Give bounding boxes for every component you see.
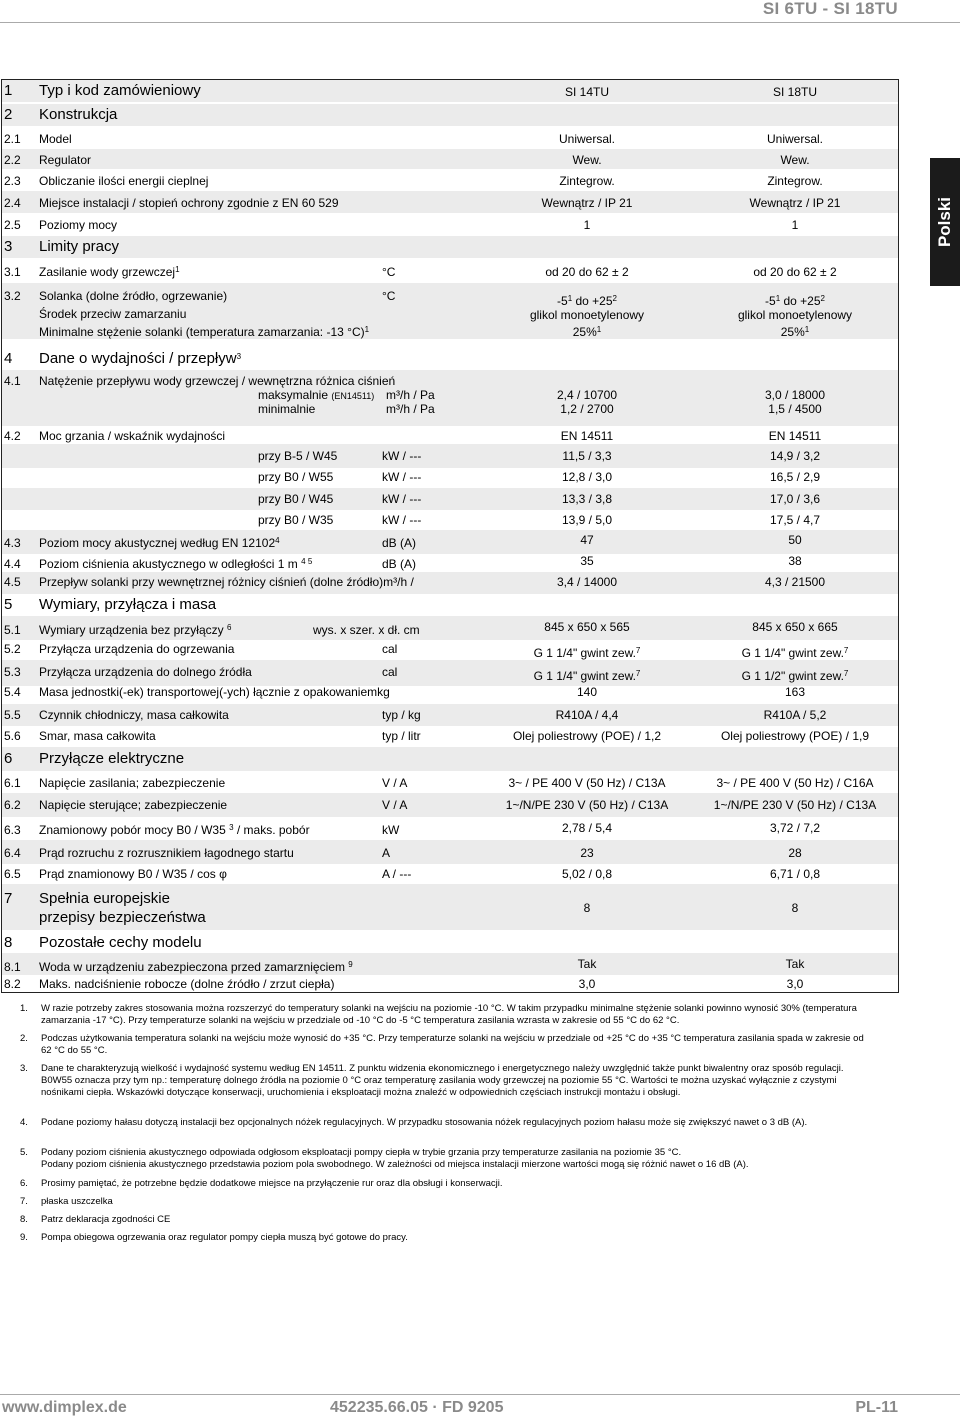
row-unit: A / ---	[382, 867, 412, 881]
model-2-value: Zintegrow.	[767, 174, 823, 188]
row-unit: V / A	[382, 776, 408, 790]
model-2-value: Olej poliestrowy (POE) / 1,9	[720, 729, 870, 743]
row-number: 2.5	[4, 218, 21, 232]
section-number: 2	[4, 106, 13, 123]
operating-point-label: przy B-5 / W45	[258, 449, 338, 463]
model-2-value-min: 1,5 / 4500	[768, 402, 822, 416]
model-1-value: 2,78 / 5,4	[561, 821, 613, 835]
model-2-value: Wewnątrz / IP 21	[749, 196, 841, 210]
row-label: Miejsce instalacji / stopień ochrony zgodnie z EN 60 529	[39, 196, 339, 210]
section-number: 8	[4, 934, 13, 951]
row-label: Zasilanie wody grzewczej$^1$	[39, 265, 180, 279]
page-header	[0, 0, 960, 22]
row-label: Moc grzania / wskaźnik wydajności	[39, 429, 226, 443]
operating-point-label: przy B0 / W45	[258, 492, 334, 506]
section-title: Spełnia europejskie	[39, 890, 170, 907]
model-1-value: 23	[580, 846, 594, 860]
row-number: 4.1	[4, 374, 21, 388]
row-unit: dB (A)	[382, 557, 417, 571]
section-title: Przyłącze elektryczne	[39, 750, 185, 767]
model-2-value: 3,0	[786, 977, 804, 991]
model-2-value: 38	[788, 554, 802, 568]
row-number: 4.2	[4, 429, 21, 443]
row-label-tertiary: Minimalne stężenie solanki (temperatura zamarzania: -13 °C)$^1$	[39, 325, 370, 339]
model-1-value: 35	[580, 554, 594, 568]
language-tab	[930, 158, 960, 286]
row-number: 5.3	[4, 665, 21, 679]
section-number: 7	[4, 890, 13, 907]
section-number: 4	[4, 350, 13, 367]
model-2-value: 163	[784, 685, 806, 699]
row-label-secondary: Środek przeciw zamarzaniu	[39, 307, 187, 321]
row-label: Prąd rozruchu z rozrusznikiem łagodnego startu	[39, 846, 294, 860]
row-label: Natężenie przepływu wody grzewczej / wewnętrzna różnica ciśnień	[39, 374, 396, 388]
row-number: 5.6	[4, 729, 21, 743]
row-unit: dB (A)	[382, 536, 417, 550]
model-2-value: 17,5 / 4,7	[769, 513, 821, 527]
model-2-value: 1	[791, 218, 799, 232]
row-label: Regulator	[39, 153, 92, 167]
model-2-value: 1~/N/PE 230 V (50 Hz) / C13A	[713, 798, 877, 812]
model-1-value: 11,5 / 3,3	[562, 449, 612, 463]
row-label: Napięcie sterujące; zabezpieczenie	[39, 798, 228, 812]
row-number: 2.2	[4, 153, 21, 167]
model-1-value: od 20 do 62 ± 2	[545, 265, 629, 279]
model-2-value: Uniwersal.	[766, 132, 823, 146]
model-1-value: Zintegrow.	[559, 174, 615, 188]
header-title: SI 6TU - SI 18TU	[762, 0, 898, 18]
row-number: 6.5	[4, 867, 21, 881]
row-label: Poziom ciśnienia akustycznego w odległości 1 m $^{4 5}$	[39, 557, 313, 571]
row-number: 3.2	[4, 289, 21, 303]
row-number: 5.1	[4, 623, 21, 637]
section-number: 1	[4, 82, 13, 99]
model-1-value: 3,0	[578, 977, 596, 991]
section-title: Konstrukcja	[39, 106, 118, 123]
row-unit: cal	[382, 642, 398, 656]
model-1-value-concentration: 25%$^1$	[572, 325, 602, 339]
row-number: 8.1	[4, 960, 21, 974]
model-1-value: 3,4 / 14000	[556, 575, 618, 589]
model-2-value: 3~ / PE 400 V (50 Hz) / C16A	[716, 776, 874, 790]
row-label: Maks. nadciśnienie robocze (dolne źródło / zrzut ciepła)	[39, 977, 335, 991]
row-number: 2.4	[4, 196, 21, 210]
operating-point-label: przy B0 / W55	[258, 470, 334, 484]
model-2-value: od 20 do 62 ± 2	[753, 265, 837, 279]
section-band	[2, 236, 898, 258]
row-number: 2.3	[4, 174, 21, 188]
model-1-value: EN 14511	[560, 429, 614, 443]
model-2-value: 845 x 650 x 665	[752, 620, 838, 634]
row-label: Solanka (dolne źródło, ogrzewanie)	[39, 289, 228, 303]
footer-document-number: 452235.66.05 · FD 9205	[330, 1399, 504, 1416]
model-2-value: 4,3 / 21500	[764, 575, 826, 589]
model-1-value: Uniwersal.	[558, 132, 615, 146]
model-2-value: $-5^1$ do $+25^2$	[765, 294, 825, 308]
row-label: Obliczanie ilości energii cieplnej	[39, 174, 209, 188]
row-number: 6.1	[4, 776, 21, 790]
model-2-value: 17,0 / 3,6	[769, 492, 821, 506]
row-label: Model	[39, 132, 72, 146]
row-number: 6.2	[4, 798, 21, 812]
model-2-value: R410A / 5,2	[763, 708, 827, 722]
row-unit: typ / litr	[382, 729, 421, 743]
model-2-value-medium: glikol monoetylenowy	[737, 308, 853, 322]
model-1-value: 12,8 / 3,0	[561, 470, 613, 484]
model-2-value: Wew.	[780, 153, 810, 167]
row-label: Prąd znamionowy B0 / W35 / cos φ	[39, 867, 227, 881]
row-sub-label: minimalnie	[258, 402, 316, 416]
row-unit: wys. x szer. x dł. cm	[313, 623, 420, 637]
operating-point-label: przy B0 / W35	[258, 513, 334, 527]
model-1-value: 140	[576, 685, 598, 699]
model-2-value: EN 14511	[768, 429, 822, 443]
footer-rule	[0, 1394, 960, 1395]
row-label: Przepływ solanki przy wewnętrznej różnicy ciśnień (dolne źródło)m³/h /	[39, 575, 414, 589]
row-unit: m³/h / Pa	[386, 402, 435, 416]
model-2-value: Tak	[785, 957, 805, 971]
model-2-value: 50	[788, 533, 802, 547]
model-2-value-concentration: 25%$^1$	[780, 325, 810, 339]
row-unit: typ / kg	[382, 708, 421, 722]
row-number: 4.4	[4, 557, 21, 571]
model-2-value: 28	[788, 846, 802, 860]
row-unit: kW / ---	[382, 449, 422, 463]
section-title: Limity pracy	[39, 238, 120, 255]
model-2-value: 6,71 / 0,8	[769, 867, 821, 881]
row-number: 6.3	[4, 823, 21, 837]
header-rule	[0, 22, 960, 23]
model-1-value: Wew.	[572, 153, 602, 167]
model-2-value: G 1 1/4" gwint zew.$^7$	[741, 646, 849, 660]
model-1-value: G 1 1/4" gwint zew.$^7$	[533, 646, 641, 660]
row-label: Woda w urządzeniu zabezpieczona przed zamarznięciem $^9$	[39, 960, 353, 974]
section-title: Wymiary, przyłącza i masa	[39, 596, 217, 613]
row-label: Czynnik chłodniczy, masa całkowita	[39, 708, 229, 722]
row-label: Masa jednostki(-ek) transportowej(-ych) łącznie z opakowaniemkg	[39, 685, 390, 699]
footer-website-link[interactable]: www.dimplex.de	[2, 1399, 127, 1416]
row-number: 5.5	[4, 708, 21, 722]
row-unit: cal	[382, 665, 398, 679]
row-label: Poziom mocy akustycznej według EN 12102$^4$	[39, 536, 280, 550]
section-title: Dane o wydajności / przepływ$^3$	[39, 350, 242, 367]
row-unit: kW	[382, 823, 400, 837]
model-1-value-max: 2,4 / 10700	[556, 388, 618, 402]
row-unit: m³/h / Pa	[386, 388, 435, 402]
model-1-value: 1	[583, 218, 591, 232]
model-2-value: 3,72 / 7,2	[769, 821, 821, 835]
row-unit: kW / ---	[382, 513, 422, 527]
row-unit: A	[382, 846, 391, 860]
row-unit: °C	[382, 289, 396, 303]
row-unit: °C	[382, 265, 396, 279]
model-1-value: 47	[580, 533, 594, 547]
row-unit: kW / ---	[382, 470, 422, 484]
model-1-value-medium: glikol monoetylenowy	[529, 308, 645, 322]
model-1-value: 845 x 650 x 565	[544, 620, 630, 634]
model-1-name: SI 14TU	[564, 85, 609, 99]
model-2-value-max: 3,0 / 18000	[764, 388, 826, 402]
model-1-value: 13,9 / 5,0	[561, 513, 613, 527]
model-1-value: 13,3 / 3,8	[561, 492, 613, 506]
spec-table	[1, 79, 899, 993]
model-1-value: G 1 1/4" gwint zew.$^7$	[533, 669, 641, 683]
row-number: 3.1	[4, 265, 21, 279]
model-2-value: 8	[791, 901, 799, 915]
model-1-value: 3~ / PE 400 V (50 Hz) / C13A	[508, 776, 666, 790]
model-1-value: 5,02 / 0,8	[561, 867, 613, 881]
section-number: 5	[4, 596, 13, 613]
model-2-value: G 1 1/2" gwint zew.$^7$	[741, 669, 849, 683]
row-number: 4.5	[4, 575, 21, 589]
row-number: 6.4	[4, 846, 21, 860]
model-1-value: Olej poliestrowy (POE) / 1,2	[512, 729, 662, 743]
section-number: 3	[4, 238, 13, 255]
model-2-name: SI 18TU	[772, 85, 817, 99]
language-tab-label: Polski	[935, 196, 954, 248]
row-label: Napięcie zasilania; zabezpieczenie	[39, 776, 226, 790]
footer-page-number: PL-11	[855, 1399, 898, 1416]
section-number: 6	[4, 750, 13, 767]
model-1-value: R410A / 4,4	[555, 708, 619, 722]
model-1-value: $-5^1$ do $+25^2$	[557, 294, 617, 308]
section-band	[2, 104, 898, 126]
row-label: Poziomy mocy	[39, 218, 118, 232]
row-sub-label: maksymalnie (EN14511)	[258, 388, 375, 402]
row-unit: kW / ---	[382, 492, 422, 506]
row-label: Przyłącza urządzenia do dolnego źródła	[39, 665, 252, 679]
section-title: Pozostałe cechy modelu	[39, 934, 202, 951]
row-number: 4.3	[4, 536, 21, 550]
row-label: Wymiary urządzenia bez przyłączy $^6$	[39, 623, 232, 637]
row-unit: V / A	[382, 798, 408, 812]
model-2-value: 16,5 / 2,9	[769, 470, 821, 484]
row-label: Przyłącza urządzenia do ogrzewania	[39, 642, 235, 656]
model-2-value: 14,9 / 3,2	[769, 449, 821, 463]
row-label: Znamionowy pobór mocy B0 / W35 $^3$ / maks. pobór	[39, 823, 310, 837]
model-1-value: Wewnątrz / IP 21	[541, 196, 633, 210]
model-1-value-min: 1,2 / 2700	[560, 402, 614, 416]
model-1-value: 8	[583, 901, 591, 915]
model-1-value: Tak	[577, 957, 597, 971]
row-number: 5.2	[4, 642, 21, 656]
section-title: Typ i kod zamówieniowy	[39, 82, 201, 99]
section-title-line-2: przepisy bezpieczeństwa	[39, 909, 206, 926]
row-label: Smar, masa całkowita	[39, 729, 156, 743]
row-number: 5.4	[4, 685, 21, 699]
row-number: 8.2	[4, 977, 21, 991]
model-1-value: 1~/N/PE 230 V (50 Hz) / C13A	[505, 798, 669, 812]
row-number: 2.1	[4, 132, 21, 146]
